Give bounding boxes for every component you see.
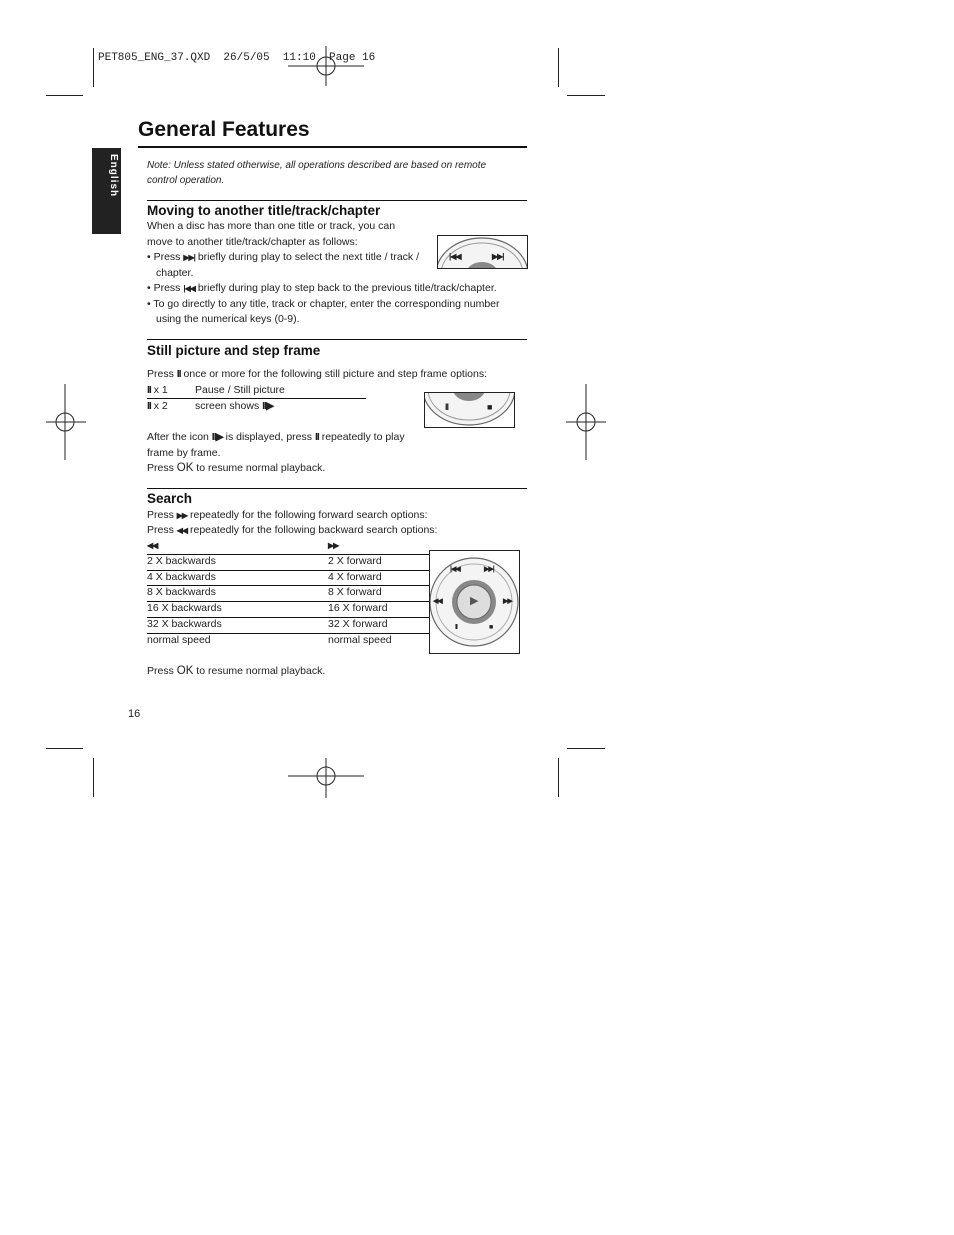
still-row-1 (147, 383, 168, 399)
step-frame-icon: II▶ (262, 400, 274, 412)
crop-mark (46, 95, 83, 96)
section-heading-moving: Moving to another title/track/chapter (147, 203, 381, 218)
still-row-key: x 1 (150, 384, 168, 396)
still-intro-text: once or more for the following still picture and step frame options: (180, 368, 488, 380)
search-backward-option: 4 X backwards (147, 570, 216, 583)
search-resume-pre: Press (147, 665, 177, 677)
crop-mark (93, 48, 94, 87)
still-after-text: repeatedly to play frame by frame. (147, 431, 405, 459)
search-backward-option: 32 X backwards (147, 617, 222, 630)
still-resume (147, 461, 325, 477)
fast-forward-icon: ▶▶ (176, 511, 188, 520)
language-tab-label: English (108, 154, 119, 198)
bullet-next (147, 250, 426, 281)
fast-forward-icon: ▶▶ (503, 598, 512, 605)
print-slug: PET805_ENG_37.QXD 26/5/05 11:10 Page 16 (98, 52, 376, 64)
registration-mark-right (566, 384, 606, 460)
section-rule (147, 339, 527, 340)
search-forward-option: 8 X forward (328, 586, 382, 599)
search-resume (147, 664, 325, 680)
crop-mark (558, 758, 559, 797)
crop-mark (93, 758, 94, 797)
prev-icon: |◀◀ (449, 252, 461, 261)
registration-mark-left (46, 384, 86, 460)
bullet-prev-pre: • Press (147, 282, 184, 294)
search-line2-pre: Press (147, 524, 177, 536)
next-icon: ▶▶| (492, 252, 504, 261)
search-resume-text: to resume normal playback. (193, 665, 326, 677)
remote-image-pause-stop (424, 392, 515, 428)
bullet-next-pre: • Press (147, 251, 184, 263)
page-number: 16 (128, 708, 141, 720)
search-forward-option: 4 X forward (328, 570, 382, 583)
crop-mark (567, 95, 605, 96)
rewind-icon: ◀◀ (433, 598, 442, 605)
section-heading-still: Still picture and step frame (147, 343, 321, 358)
still-resume-pre: Press (147, 462, 177, 474)
stop-icon: ■ (489, 624, 494, 631)
bullet-prev-text: briefly during play to step back to the previous title/track/chapter. (194, 282, 497, 294)
still-row-2-text: screen shows (195, 400, 263, 412)
search-line1-pre: Press (147, 509, 177, 521)
search-backward-option: 8 X backwards (147, 586, 216, 599)
crop-mark (567, 748, 605, 749)
bullet-prev (147, 281, 527, 297)
title-rule (138, 146, 527, 148)
still-resume-text: to resume normal playback. (193, 462, 326, 474)
pause-icon: II (314, 431, 319, 443)
prev-icon: |◀◀ (183, 284, 195, 293)
bullet-next-text: briefly during play to select the next title / track / chapter. (156, 251, 420, 279)
section-heading-search: Search (147, 491, 193, 506)
note: Note: Unless stated otherwise, all operations described are based on remote control operation. (147, 160, 487, 186)
prev-icon: |◀◀ (450, 566, 460, 573)
still-after (147, 430, 412, 461)
crop-mark (558, 48, 559, 87)
search-forward-option: 32 X forward (328, 617, 388, 630)
next-icon: ▶▶| (183, 253, 195, 262)
remote-dial-partial (425, 393, 514, 427)
still-intro-pre: Press (147, 368, 177, 380)
bullet-direct: • To go directly to any title, track or chapter, enter the corresponding number using the numerical keys (0-9). (147, 297, 500, 325)
next-icon: ▶▶| (484, 566, 494, 573)
still-after-pre: After the icon (147, 431, 212, 443)
still-row-key: x 2 (150, 400, 168, 412)
pause-icon: II (147, 384, 151, 396)
crop-mark (46, 748, 83, 749)
search-backward-option: 2 X backwards (147, 555, 216, 567)
section-rule (147, 200, 527, 201)
fast-forward-icon: ▶▶ (328, 541, 339, 550)
play-icon: ▶ (470, 595, 479, 607)
section-rule (147, 488, 527, 489)
search-backward-option: 16 X backwards (147, 602, 222, 615)
still-row-2 (147, 399, 168, 415)
ok-key: OK (176, 665, 194, 677)
section1-intro: When a disc has more than one title or track, you can move to another title/track/chapter as follows: (147, 220, 396, 248)
step-frame-icon: II▶ (211, 431, 223, 443)
ok-key: OK (176, 462, 194, 474)
still-row-1-value: Pause / Still picture (195, 384, 285, 396)
stop-icon: ■ (487, 402, 493, 412)
search-backward-line (147, 523, 437, 539)
search-line1-text: repeatedly for the following forward search options: (187, 509, 428, 521)
pause-icon: II (147, 400, 151, 412)
pause-icon: II (445, 402, 449, 412)
search-forward-line (147, 508, 428, 524)
pause-icon: II (455, 624, 457, 631)
rewind-icon: ◀◀ (147, 541, 158, 550)
still-intro (147, 367, 487, 383)
page-title: General Features (138, 118, 310, 141)
search-line2-text: repeatedly for the following backward search options: (187, 524, 438, 536)
still-after-mid: is displayed, press (222, 431, 315, 443)
registration-mark-bottom (288, 758, 364, 798)
search-forward-option: 2 X forward (328, 555, 382, 567)
still-row-2-value (195, 399, 273, 415)
rewind-icon: ◀◀ (176, 526, 188, 535)
remote-image-navigation (429, 550, 520, 654)
search-backward-option: normal speed (147, 633, 211, 646)
search-forward-option: 16 X forward (328, 602, 388, 615)
pause-icon: II (176, 368, 181, 380)
remote-image-prev-next (437, 235, 528, 269)
search-forward-option: normal speed (328, 633, 392, 646)
